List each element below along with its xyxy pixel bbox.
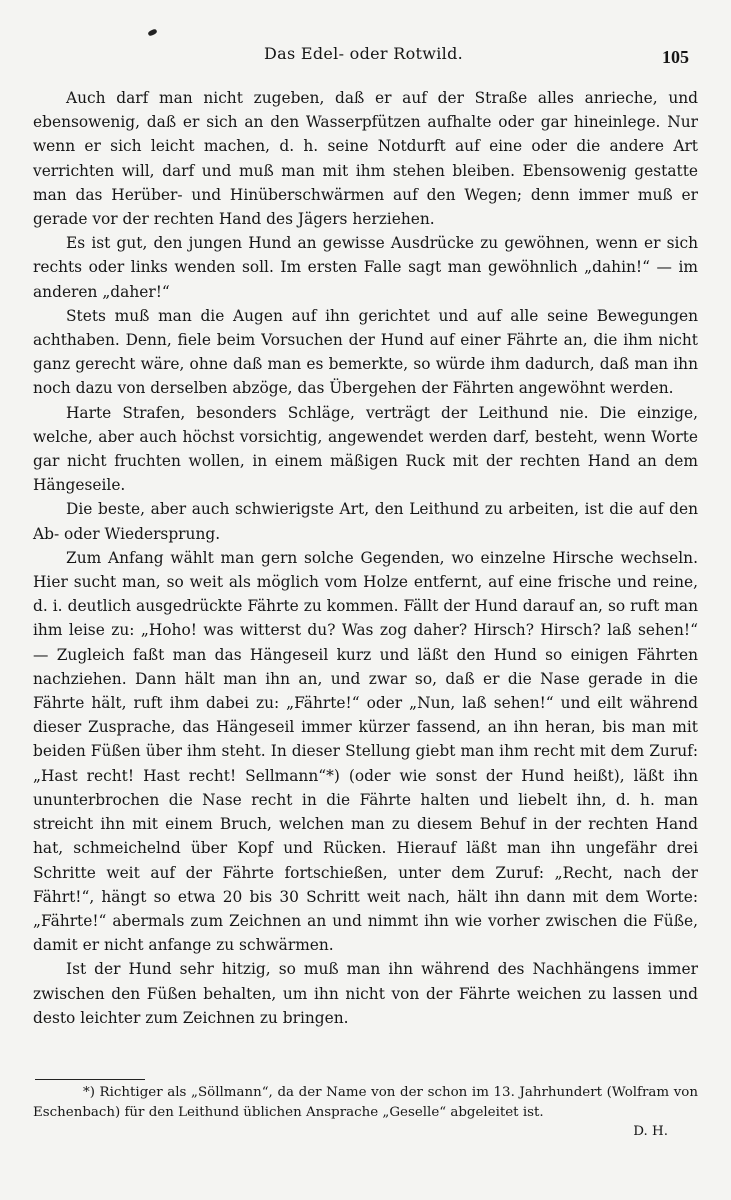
paragraph: Es ist gut, den jungen Hund an gewisse Ausdrücke zu gewöhnen, wenn er sich rechts oder links wenden soll. Im ersten Falle sagt man gewöhnlich „dahin!“ — im anderen „daher!“ bbox=[33, 234, 698, 301]
footnote-divider bbox=[35, 1079, 145, 1080]
paragraph: Zum Anfang wählt man gern solche Gegenden, wo einzelne Hirsche wechseln. Hier sucht man, so weit als möglich vom Holze entfernt, auf eine frische und reine, d. i. deutlich ausgedrückte Fährte zu kommen. Fällt der Hund darauf an, so ruft man ihm leise zu: „Hoho! was witterst du? Was zog daher? Hirsch? Hirsch? laß sehen!“ — Zugleich faßt man das Hängeseil kurz und läßt den Hund so einigen Fährten nachziehen. Dann hält man ihn an, und zwar so, daß er die Nase gerade in die Fährte hält, ruft ihm dabei zu: „Fährte!“ oder „Nun, laß sehen!“ und eilt während dieser Zusprache, das Hängeseil immer kürzer fassend, an ihn heran, bis man mit beiden Füßen über ihm steht. In dieser Stellung giebt man ihm recht mit dem Zuruf: „Hast recht! Hast recht! Sellmann“*) (oder wie sonst der Hund heißt), läßt ihn ununterbrochen die Nase recht in die Fährte halten und liebelt ihn, d. h. man streicht ihn mit einem Bruch, welchen man zu diesem Behuf in der rechten Hand hat, schmeichelnd über Kopf und Rücken. Hierauf läßt man ihn ungefähr drei Schritte weit auf der Fährte fortschießen, unter dem Zuruf: „Recht, nach der Fährt!“, hängt so etwa 20 bis 30 Schritt weit nach, hält ihn dann mit dem Worte: „Fährte!“ abermals zum Zeichnen an und nimmt ihn wie vorher zwischen die Füße, damit er nicht anfange zu schwärmen. bbox=[33, 548, 698, 955]
footnote bbox=[33, 1083, 698, 1142]
paragraph: Auch darf man nicht zugeben, daß er auf der Straße alles anrieche, und ebensowenig, daß er sich an den Wasserpfützen aufhalte oder gar hineinlege. Nur wenn er sich leicht machen, d. h. seine Notdurft auf eine oder die andere Art verrichten will, darf und muß man mit ihm stehen bleiben. Ebensowenig gestatte man das Herüber- und Hinüberschwärmen auf den Wegen; denn immer muß er gerade vor der rechten Hand des Jägers herziehen. bbox=[33, 89, 698, 229]
paragraph: Harte Strafen, besonders Schläge, verträgt der Leithund nie. Die einzige, welche, aber auch höchst vorsichtig, angewendet werden darf, besteht, wenn Worte gar nicht fruchten wollen, in einem mäßigen Ruck mit der rechten Hand an dem Hängeseile. bbox=[33, 403, 698, 495]
footnote-signature: D. H. bbox=[633, 1124, 668, 1139]
page-number: 105 bbox=[662, 47, 689, 67]
paragraph: Die beste, aber auch schwierigste Art, den Leithund zu arbeiten, ist die auf den Ab- oder Wiedersprung. bbox=[33, 500, 698, 543]
running-head: Das Edel- oder Rotwild. bbox=[264, 44, 464, 63]
body-text bbox=[33, 86, 698, 1030]
paragraph: Stets muß man die Augen auf ihn gerichtet und auf alle seine Bewegungen achthaben. Denn, fiele beim Vorsuchen der Hund auf einer Fährte an, die ihm nicht ganz gerecht wäre, ohne daß man es bemerkte, so würde ihm dadurch, daß man ihn noch dazu von derselben abzöge, das Übergehen der Fährten angewöhnt werden. bbox=[33, 306, 698, 398]
page-header bbox=[0, 44, 731, 74]
paragraph: Ist der Hund sehr hitzig, so muß man ihn während des Nachhängens immer zwischen den Füßen behalten, um ihn nicht von der Fährte weichen zu lassen und desto leichter zum Zeichnen zu bringen. bbox=[33, 960, 698, 1027]
ink-smudge bbox=[147, 28, 157, 36]
footnote-text: *) Richtiger als „Söllmann“, da der Name von der schon im 13. Jahrhundert (Wolfram von Eschenbach) für den Leithund üblichen Ansprache „Geselle“ abgeleitet ist. bbox=[33, 1085, 698, 1120]
